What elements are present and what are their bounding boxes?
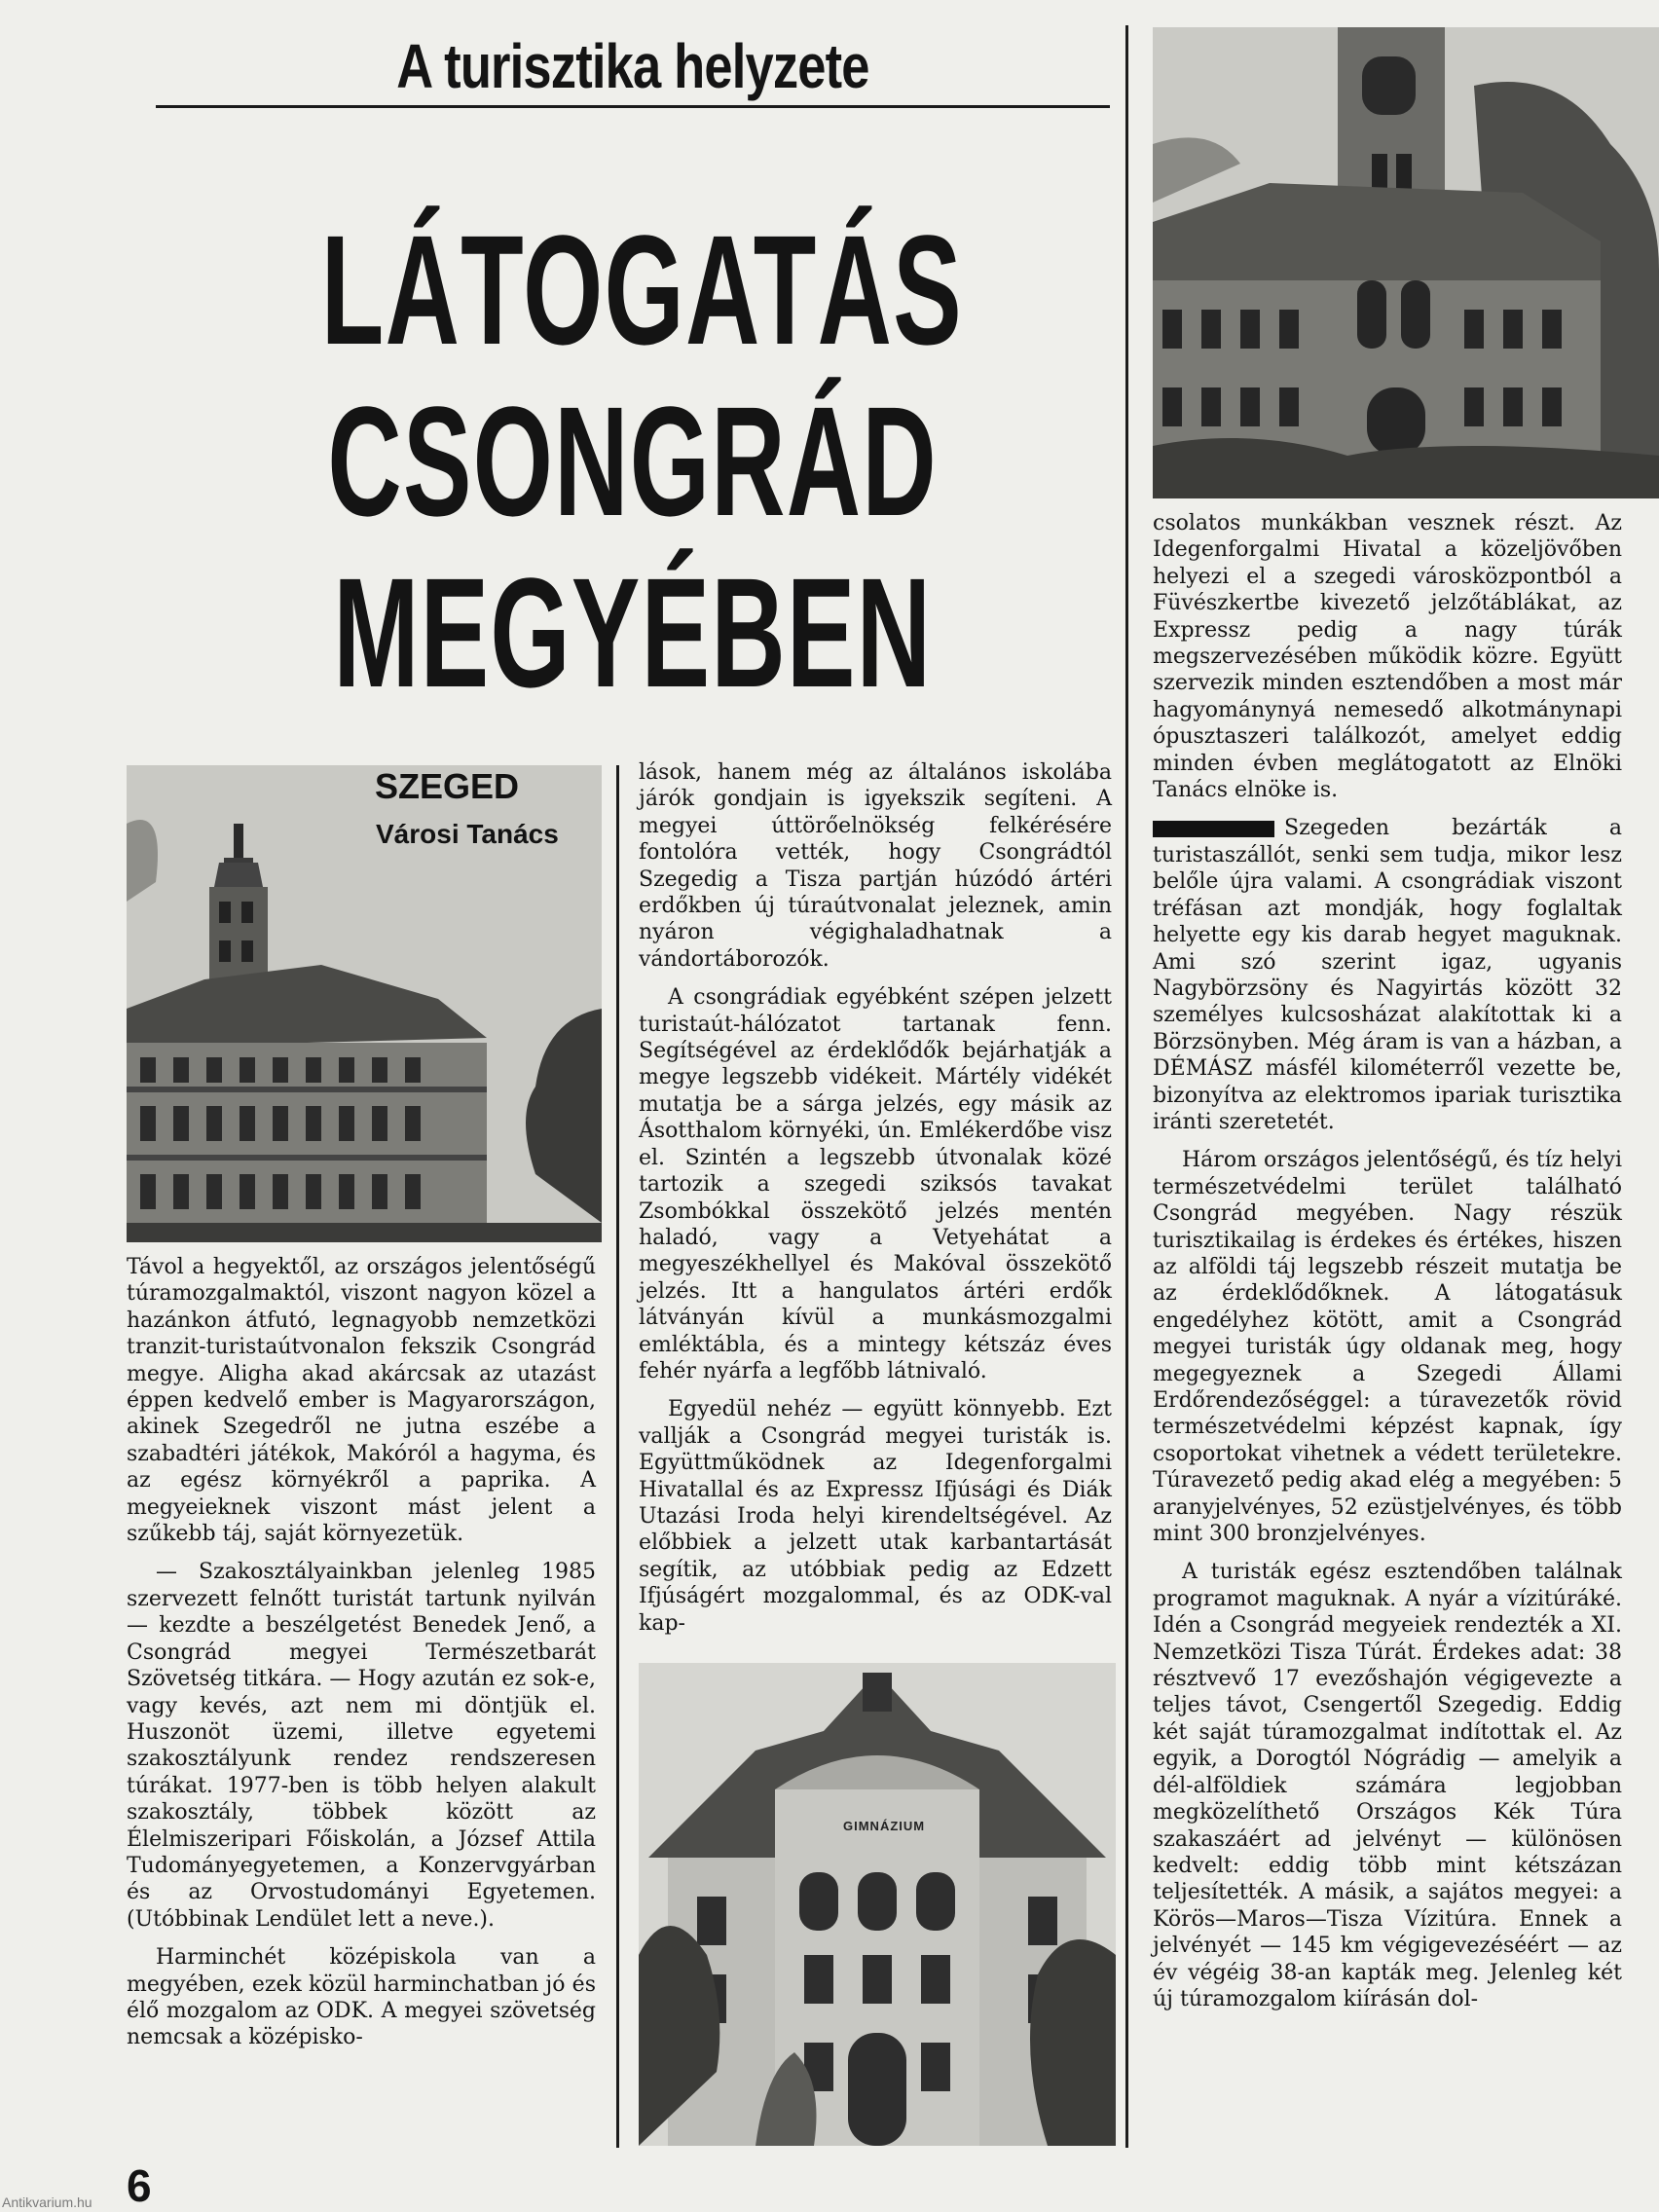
col1-paragraph-2: — Szakosztályainkban jelenleg 1985 szervezett felnőtt turistát tartunk nyilván — kezdte a beszélgetést Benedek Jenő, a Csongrád megyei Természetbarát Szövetség titkára. — Hogy azután ez sok-e, vagy kevés, azt nem mi döntjük el. Huszonöt üzemi, illetve egyetemi szakosztályunk rendez rendszeresen túrákat. 1977-ben is több helyen alakult szakosztály, többek között az Élelmiszeripari Főiskolán, a József Attila Tudományegyetemen, a Konzervgyárban és az Orvostudományi Egyetemen. (Utóbbinak Lendület lett a neve.). (127, 1560, 596, 1932)
photo-town-hall-tower (1153, 27, 1659, 498)
col3-paragraph-4: A turisták egész esztendőben találnak programot maguknak. A nyár a vízitúráké. Idén a Csongrád megyeiek rendezték a XI. Nemzetközi Tisza Túrát. Érdekes adat: 38 résztvevő 17 evezőshajón végigevezte a teljes távot, Csengertől Szegedig. Eddig két saját túramozgalmat indítottak el. Az egyik, a Dorogtól Nógrádig — amelyik a dél-alföldiek számára legjobban megközelíthető Országos Kék Túra szakaszáért ad jelvényt — különösen kedvelt: eddig több mint kétszázan teljesítették. A másik, a sajátos megyei: a Körös—Maros—Tisza Vízitúra. Ennek a jelvényét — 145 km végigevezéséért — az év végéig 38-an kapták meg. Jelenleg két új túramozgalom kiírásán dol- (1153, 1560, 1622, 2011)
col3-paragraph-3: Három országos jelentőségű, és tíz helyi természetvédelmi terület található Csongrád megyében. Nagy részük turisztikailag is érdekes és értékes, hiszen az alföldi táj legszebb részeit mutatja be az érdeklődőknek. A látogatásuk engedélyhez kötött, amit a Csongrád megyei turisták úgy oldanak meg, hogy megegyeznek a Szegedi Állami Erdőrendezőséggel: a túravezetők rövid természetvédelmi képzést kapnak, így csoportokat vihetnek a védett területekre. Túravezető pedig akad elég a megyében: 5 aranyjelvényes, 52 ezüstjelvényes, és több mint 300 bronzjelvényes. (1153, 1148, 1622, 1547)
title-line-3: MEGYÉBEN (333, 545, 933, 719)
col2-paragraph-1: lások, hanem még az általános iskolába járók gondjain is igyekszik segíteni. A megyei úttörőelnökség felkérésére fontolóra vették, hogy Csongrádtól Szegedig a Tisza partján húzódó ártéri erdőkben új túraútvonalat jeleznek, amin nyáron végighaladhatnak a vándortáborozók. (639, 760, 1112, 972)
photo-szeged-city-hall (127, 765, 602, 1242)
col1-paragraph-3: Harminchét középiskola van a megyében, ezek közül harminchatban jó és élő mozgalom az ODK. A megyei szövetség nemcsak a középisko- (127, 1945, 596, 2050)
article-column-2 (639, 759, 1112, 1637)
col3-paragraph-2: Szegeden bezárták a turistaszállót, senki sem tudja, mikor lesz belőle újra valami. A csongrádiak viszont tréfásan azt mondják, hogy foglaltak helyette egy kis darab hegyet maguknak. Ami szó szerint igaz, ugyanis Nagybörzsöny és Nagyirtás között 32 személyes kulcsosházat alakítottak ki a Börzsönyben. Még áram is van a házban, a DÉMÁSZ másfél kilométerről vezette be, bizonyítva az elektromos ipariak turisztika iránti szeretetét. (1153, 816, 1622, 1134)
gymnasium-sign: GIMNÁZIUM (843, 1819, 926, 1833)
photo-caption-varosi-tanacs: Városi Tanács (376, 819, 559, 849)
col1-paragraph-1: Távol a hegyektől, az országos jelentőségű túramozgalmaktól, viszont nagyon közel a hazánkon átfutó, legnagyobb nemzetközi tranzit-turistaútvonalon fekszik Csongrád megye. Aligha akad akárcsak az utazást éppen kedvelő ember is Magyarországon, akinek Szegedről ne jutna eszébe a szabadtéri játékok, Makóról a hagyma, és az egész környékről a paprika. A megyeieknek viszont mást jelent a szűkebb táj, saját környezetük. (127, 1255, 596, 1547)
gymnasium-illustration (639, 1663, 1116, 2146)
article-column-3 (1153, 510, 1622, 2012)
title-line-1: LÁTOGATÁS (320, 203, 963, 377)
town-hall-tower-illustration (1153, 27, 1659, 498)
column-rule-middle (616, 765, 619, 2148)
section-kicker: A turisztika helyzete (156, 27, 1110, 108)
page-number: 6 (127, 2160, 152, 2211)
column-rule-right (1125, 25, 1128, 2148)
col3-paragraph-1: csolatos munkákban vesznek részt. Az Idegenforgalmi Hivatal a közeljövőben helyezi el a szegedi városközpontból a Füvészkertbe kivezető jelzőtáblákat, az Expressz pedig a nagy túrák megszervezésében működik közre. Együtt szervezik minden esztendőben a most már hagyománynyá nemesedő alkotmánynapi ópusztaszeri találkozót, amelyet eddig minden évben meglátogatott az Elnöki Tanács elnöke is. (1153, 511, 1622, 803)
article-title (156, 204, 1110, 719)
section-separator-bar (1153, 821, 1274, 837)
article-column-1 (127, 1254, 596, 2051)
title-line-2: CSONGRÁD (327, 374, 939, 548)
watermark: Antikvarium.hu (2, 2194, 92, 2210)
photo-gymnasium (639, 1663, 1116, 2146)
col2-paragraph-3: Egyedül nehéz — együtt könnyebb. Ezt vallják a Csongrád megyei turisták is. Együttműködnek az Idegenforgalmi Hivatallal és az Expressz Ifjúsági és Diák Utazási Iroda helyi kirendeltségével. Az előbbiek a jelzett utak karbantartását segítik, az utóbbiak pedig az Edzett Ifjúságért mozgalommal, és az ODK-val kap- (639, 1397, 1112, 1636)
photo-caption-szeged: SZEGED (375, 766, 520, 806)
col2-paragraph-2: A csongrádiak egyébként szépen jelzett turistaút-hálózatot tartanak fenn. Segítségével az érdeklődők bejárhatják a megye legszebb vidékeit. Mártély vidékét mutatja be a sárga jelzés, egy másik az Ásotthalom környéki, ún. Emlékerdőbe visz el. Szintén a legszebb útvonalak közé tartozik a szegedi sziksós tavakat Zsombókkal összekötő jelzés mentén haladó, vagy a Vetyehátat a megyeszékhellyel és Makóval összekötő jelzés. Itt a hangulatos ártéri erdők látványán kívül a munkásmozgalmi emléktábla, és a mintegy kétszáz éves fehér nyárfa a legfőbb látnivaló. (639, 985, 1112, 1383)
